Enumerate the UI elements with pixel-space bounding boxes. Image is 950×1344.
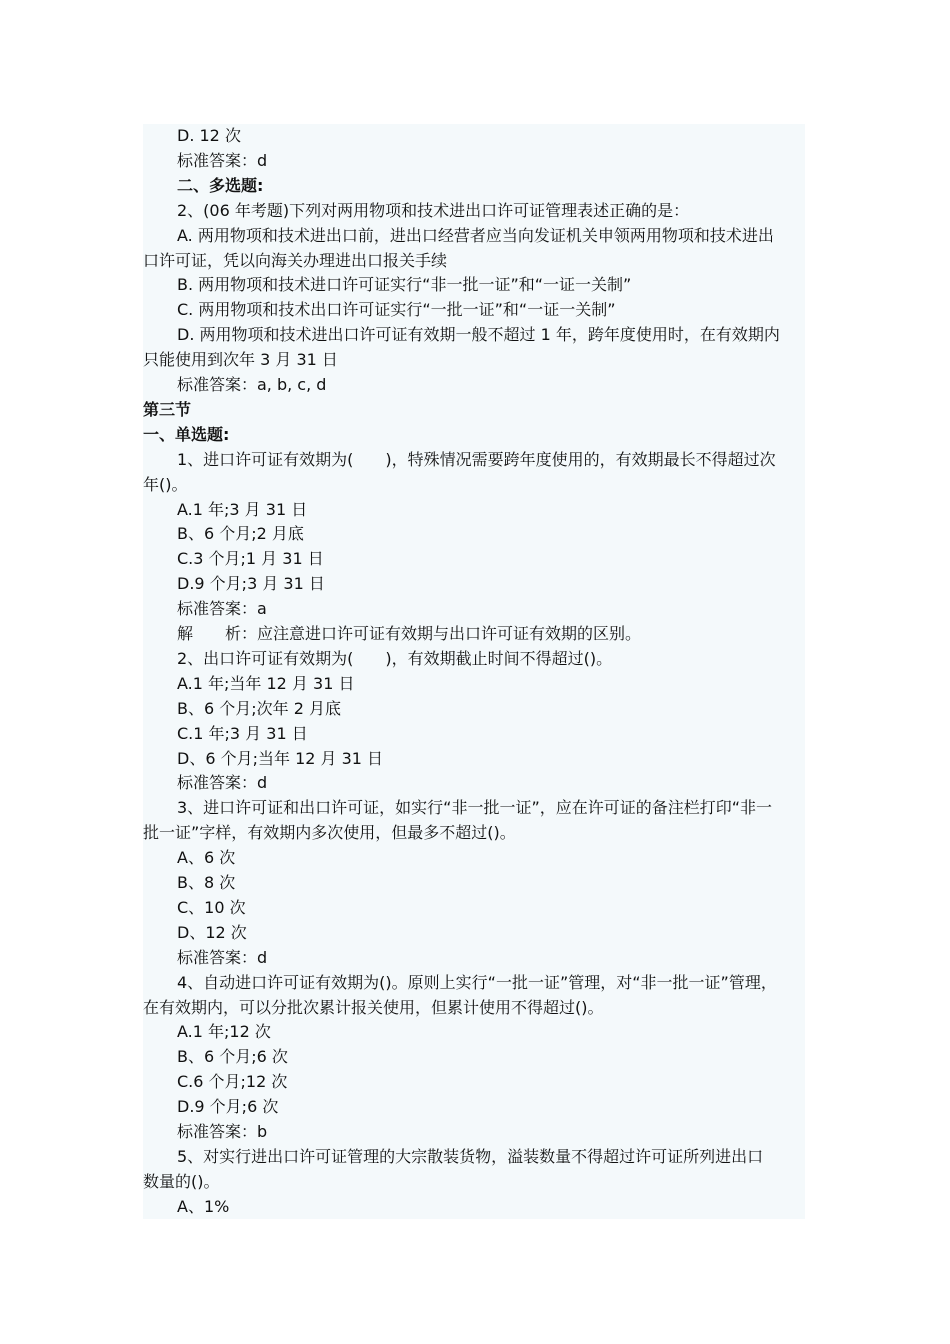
- text-line: A.1 年;当年 12 月 31 日: [177, 673, 355, 693]
- text-line: C.1 年;3 月 31 日: [177, 723, 308, 743]
- text-line: C、10 次: [177, 897, 246, 917]
- text-line: C.6 个月;12 次: [177, 1072, 288, 1092]
- section-heading: 二、多选题:: [177, 175, 264, 195]
- text-line: 标准答案：d: [177, 150, 268, 170]
- text-line: A.1 年;3 月 31 日: [177, 499, 308, 519]
- text-line: D. 12 次: [177, 126, 241, 145]
- text-line: C.3 个月;1 月 31 日: [177, 549, 324, 569]
- text-line: 标准答案：d: [177, 947, 268, 967]
- text-line: D. 两用物项和技术进出口许可证有效期一般不超过 1 年，跨年度使用时，在有效期内: [177, 325, 780, 345]
- text-line: B、6 个月;2 月底: [177, 524, 304, 544]
- section-heading: 一、单选题:: [143, 424, 230, 444]
- text-line: A. 两用物项和技术进出口前，进出口经营者应当向发证机关申领两用物项和技术进出: [177, 225, 774, 245]
- text-line: 标准答案：b: [177, 1122, 268, 1141]
- text-line: A.1 年;12 次: [177, 1022, 271, 1042]
- text-line: B、6 个月;次年 2 月底: [177, 698, 341, 718]
- text-line: 解 析：应注意进口许可证有效期与出口许可证有效期的区别。: [177, 624, 642, 643]
- text-line: B. 两用物项和技术进口许可证实行“非一批一证”和“一证一关制”: [177, 275, 632, 295]
- text-line: D.9 个月;3 月 31 日: [177, 574, 325, 594]
- text-line: 只能使用到次年 3 月 31 日: [143, 350, 338, 370]
- text-line: 标准答案：d: [177, 773, 268, 793]
- text-line: 5、对实行进出口许可证管理的大宗散装货物，溢装数量不得超过许可证所列进出口: [177, 1146, 764, 1166]
- text-line: 批一证”字样，有效期内多次使用，但最多不超过()。: [143, 823, 516, 843]
- text-line: 1、进口许可证有效期为( )，特殊情况需要跨年度使用的，有效期最长不得超过次: [177, 449, 776, 469]
- text-line: D.9 个月;6 次: [177, 1097, 279, 1117]
- text-line: 年()。: [143, 474, 188, 494]
- text-line: 口许可证，凭以向海关办理进出口报关手续: [143, 250, 448, 270]
- text-line: B、6 个月;6 次: [177, 1047, 288, 1067]
- text-line: 2、出口许可证有效期为( )，有效期截止时间不得超过()。: [177, 648, 613, 668]
- text-line: D、6 个月;当年 12 月 31 日: [177, 748, 384, 768]
- text-line: 标准答案：a: [177, 599, 267, 619]
- text-line: C. 两用物项和技术出口许可证实行“一批一证”和“一证一关制”: [177, 300, 616, 320]
- text-line: B、8 次: [177, 873, 236, 892]
- document-page: [143, 124, 805, 1219]
- text-line: 标准答案：a, b, c, d: [177, 375, 327, 394]
- text-line: 数量的()。: [143, 1171, 220, 1191]
- text-line: 2、(06 年考题)下列对两用物项和技术进出口许可证管理表述正确的是：: [177, 200, 690, 220]
- text-line: A、1%: [177, 1196, 230, 1216]
- text-line: 在有效期内，可以分批次累计报关使用，但累计使用不得超过()。: [143, 997, 604, 1017]
- section-heading: 第三节: [143, 399, 192, 419]
- text-line: 3、进口许可证和出口许可证，如实行“非一批一证”，应在许可证的备注栏打印“非一: [177, 798, 773, 818]
- text-line: 4、自动进口许可证有效期为()。原则上实行“一批一证”管理，对“非一批一证”管理，: [177, 972, 777, 992]
- text-line: A、6 次: [177, 848, 236, 868]
- text-line: D、12 次: [177, 922, 247, 942]
